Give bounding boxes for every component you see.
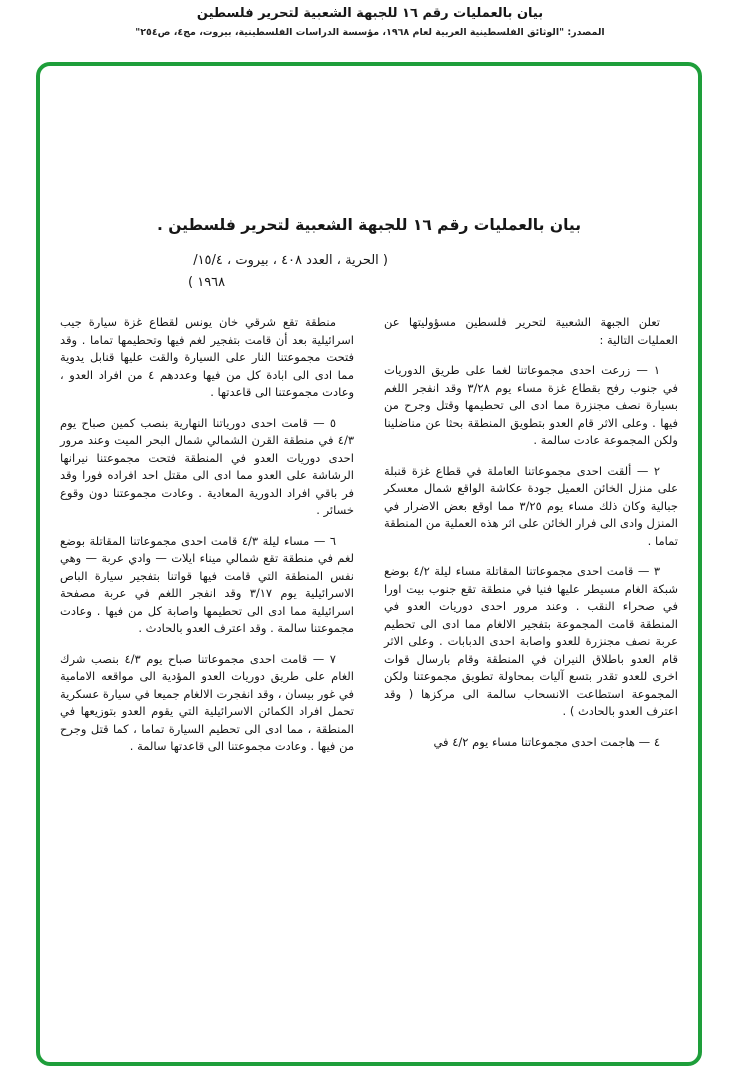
operation-item-7: ٧ — قامت احدى مجموعاتنا صباح يوم ٤/٣ بنصب شرك الغام على طريق دوريات العدو المؤدية الى مواقعه الامامية في غور بيسان ، وقد انفجرت الالغام جميعا في سيارة عسكرية تحمل افراد الكمائن الاسرائيلية التي يقوم العدو بتوزيعها في المنطقة ، مما ادى الى تحطيم السيارة تماما ، كما قتل وجرح من فيها . وعادت مجموعتنا الى قاعدتها سالمة . [60, 651, 354, 753]
operation-item-3: ٣ — قامت احدى مجموعاتنا المقاتلة مساء ليلة ٤/٢ بوضع شبكة الغام مسيطر عليها فنيا في منطقة تقع جنوب بيت اورا في صحراء النقب . وعند مرور احدى دوريات العدو في المنطقة قامت المجموعة بتفجير الالغام مما ادى الى تحطيم عربة نصف مجنزرة للعدو واصابة احدى الدبابات . وعلى الاثر قام العدو باطلاق النيران في المنطقة وقام بارسال قوات اخرى للعدو تقدر بتسع آليات بمحاولة تطويق مجموعتنا ولكن المجموعة استطاعت الانسحاب سالمة الى مركزها ( وقد اعترف العدو بالحادث ) . [384, 564, 678, 718]
document-body [40, 314, 698, 769]
intro-paragraph: تعلن الجبهة الشعبية لتحرير فلسطين مسؤوليتها عن العمليات التالية : [384, 315, 678, 347]
header-title: بيان بالعمليات رقم ١٦ للجبهة الشعبية لتحرير فلسطين [196, 6, 544, 21]
operation-item-2: ٢ — ألقت احدى مجموعاتنا العاملة في قطاع غزة قنبلة على منزل الخائن العميل جودة عكاشة الواقع شمال معسكر جبالية وكان ذلك مساء يوم ٣/٢٥ مما اوقع بعض الاضرار في المنزل وادى الى فرار الخائن على اثر هذه العملية من المنطقة تماما . [383, 463, 678, 548]
operation-item-4-start: ٤ — هاجمت احدى مجموعاتنا مساء يوم ٤/٢ في [433, 734, 660, 749]
operation-item-1: ١ — زرعت احدى مجموعاتنا لغما على طريق الدوريات في جنوب رفح بقطاع غزة مساء يوم ٣/٢٨ وقد انفجر اللغم بسيارة نصف مجنزرة مما ادى الى تحطيمها وقتل وجرح من فيها . وعلى الاثر قام العدو بتطويق المنطقة بحثا عن مناضلينا ولكن المجموعة عادت سالمة . [384, 363, 678, 447]
operation-item-4-continuation: منطقة تقع شرقي خان يونس لقطاع غزة سيارة جيب اسرائيلية بعد أن قامت بتفجير لغم فيها وتحطيمها تماما . وقد فتحت مجموعتنا النار على السيارة والقت عليها قنابل يدوية مما ادى الى ابادة كل من فيها وعددهم ٤ من افراد العدو ، وعادت مجموعتنا الى قاعدتها . [60, 315, 354, 399]
document-border [36, 62, 702, 1066]
document-subtitle [88, 250, 388, 294]
page-header [0, 6, 740, 38]
subtitle-line-1: ( الحرية ، العدد ٤٠٨ ، بيروت ، ١٥/٤/ [193, 253, 388, 268]
left-column [60, 314, 354, 769]
header-source-citation: المصدر: "الوثائق الفلسطينية العربية لعام ١٩٦٨، مؤسسة الدراسات الفلسطينية، بيروت، مج٤، ص٢٥٤" [135, 27, 605, 38]
operation-item-5: ٥ — قامت احدى دورياتنا النهارية بنصب كمين صباح يوم ٤/٣ في منطقة القرن الشمالي شمال البحر الميت وعند مرور احدى دوريات العدو في المنطقة فتحت مجموعتنا نيرانها الرشاشة على العدو مما ادى الى مقتل احد افراده فورا وقد فر باقي افراد الدورية المعادية . وعادت مجموعتنا دون وقوع خسائر . [60, 415, 354, 517]
right-column [384, 314, 678, 769]
subtitle-line-2: ١٩٦٨ ) [188, 275, 226, 290]
document-title: بيان بالعمليات رقم ١٦ للجبهة الشعبية لتحرير فلسطين . [156, 216, 582, 234]
operation-item-6: ٦ — مساء ليلة ٤/٣ قامت احدى مجموعاتنا المقاتلة بوضع لغم في منطقة تقع شمالي ميناء ايلات — وادي عربة — وهي نفس المنطقة التي قامت فيها قواتنا بتفجير سيارة الباص الاسرائيلية يوم ٣/١٧ وقد انفجر اللغم في عربة مصفحة اسرائيلية مما ادى الى تحطيمها واصابة كل من فيها . وعادت مجموعتنا سالمة . وقد اعترف العدو بالحادث . [60, 533, 354, 635]
